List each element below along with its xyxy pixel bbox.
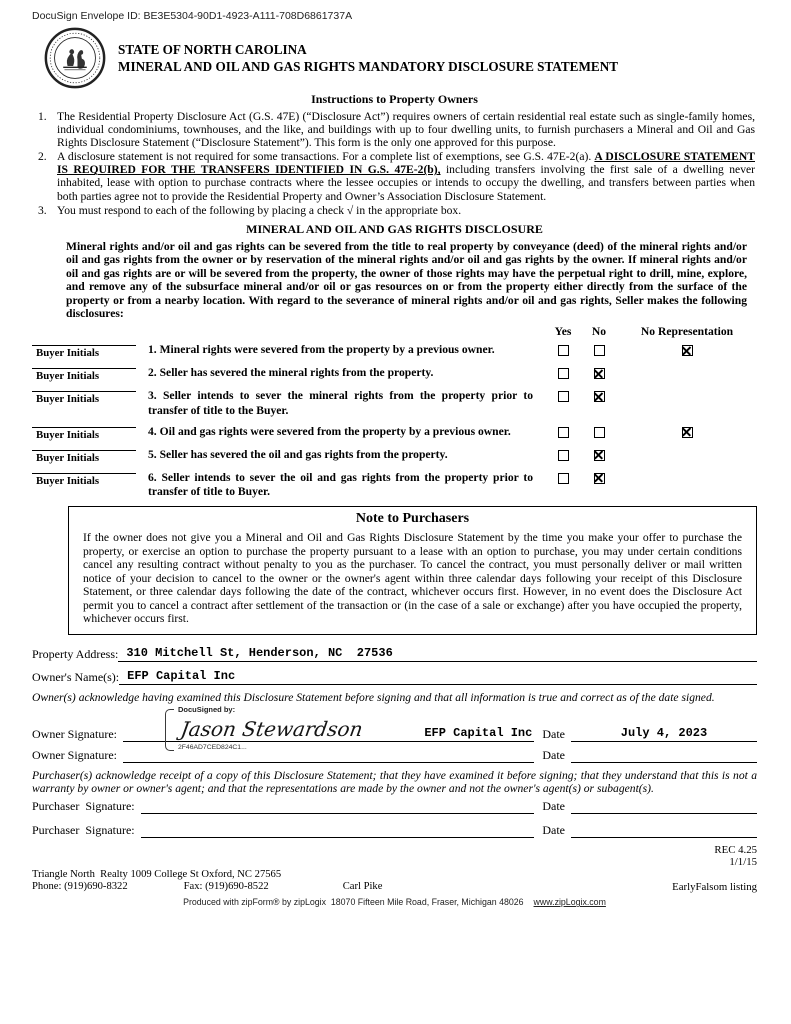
brokerage-agent: Carl Pike	[342, 881, 383, 893]
note-to-purchasers-box	[68, 506, 757, 635]
owner-signature-date-field[interactable]	[571, 725, 757, 742]
docusign-signature-id: 2F46AD7CED824C1...	[177, 743, 247, 751]
owner-names-label: Owner's Name(s):	[32, 669, 120, 684]
produced-with-line	[32, 897, 757, 907]
buyer-initials-label: Buyer Initials	[36, 451, 100, 464]
owner-signature-value: Jason Stewardson	[179, 716, 365, 741]
purchaser-acknowledgment: Purchaser(s) acknowledge receipt of a copy of this Disclosure Statement; that they have examined it before signing; that they understand that this is not a warranty by owner or owner's agent; and that the representations are made by the owner and not the owner's agent(s) or subagent(s).	[32, 768, 757, 796]
checkbox-no[interactable]	[594, 473, 605, 484]
masthead	[44, 27, 757, 89]
buyer-initials-line[interactable]	[32, 473, 136, 474]
instruction-number: 1.	[38, 110, 47, 123]
form-title	[118, 41, 618, 75]
owner-signature-company: EFP Capital Inc	[424, 725, 533, 740]
checkbox-yes[interactable]	[558, 391, 569, 402]
checkbox-no-cell	[581, 343, 617, 356]
owner-acknowledgment: Owner(s) acknowledge having examined this Disclosure Statement before signing and that all information is true and correct as of the date signed.	[32, 690, 715, 704]
owner-signature-row-1	[32, 704, 757, 751]
checkbox-yes-cell	[545, 471, 581, 484]
purchaser-signature-row-1	[32, 799, 757, 814]
disclosure-row-2	[32, 366, 757, 382]
note-title: Note to Purchasers	[355, 510, 470, 526]
form-title-line2: MINERAL AND OIL AND GAS RIGHTS MANDATORY DISCLOSURE STATEMENT	[118, 59, 619, 74]
disclosure-intro: Mineral rights and/or oil and gas rights can be severed from the title to real property by conveyance (deed) of the mineral rights and/or oil and gas rights from the owner or by reservation of the mineral rights and/or oil and gas rights by the owner. If mineral rights and/or oil and gas rights are or will be severed from the property, the owner of those rights may have the perpetual right to drill, mine, explore, and remove any of the subsurface mineral and/or oil or gas resources on or from the property either directly from the surface of the property or from a nearby location. With regard to the severance of mineral rights and/or oil and gas rights, Seller makes the following disclosures:	[66, 239, 747, 320]
buyer-initials-label: Buyer Initials	[36, 474, 100, 487]
checkbox-yes-cell	[545, 366, 581, 379]
buyer-initials-label: Buyer Initials	[36, 370, 100, 383]
buyer-initials-line[interactable]	[32, 391, 136, 392]
checkbox-no[interactable]	[594, 391, 605, 402]
checkbox-yes[interactable]	[558, 427, 569, 438]
ziplogix-link[interactable]: www.zipLogix.com	[533, 897, 606, 908]
disclosure-item-text: 2. Seller has severed the mineral rights from the property.	[148, 366, 434, 380]
disclosure-item-text: 6. Seller intends to sever the oil and gas rights from the property prior to transfer of title to Buyer.	[148, 470, 533, 498]
checkbox-no-representation[interactable]	[682, 427, 693, 438]
note-body: If the owner does not give you a Mineral and Oil and Gas Rights Disclosure Statement by the time you make your offer to purchase the property, or exercise an option to purchase the property pursuant to a lease with an option to purchase, you may under certain conditions cancel any resulting contract without penalty to you as the purchaser. To cancel the contract, you must personally deliver or mail written notice of your decision to cancel to the owner or the owner's agent within three calendar days following your receipt of this Disclosure Statement, or three calendar days following the date of the contract, whichever occurs first. However, in no event does the Disclosure Act permit you to cancel a contract after settlement of the transaction or (in the case of a sale or exchange) after you have occupied the property, whichever occurs first.	[83, 530, 742, 626]
buyer-initials-field[interactable]	[32, 345, 148, 359]
checkbox-no-cell	[581, 366, 617, 379]
buyer-initials-field[interactable]	[32, 368, 148, 382]
buyer-initials-field[interactable]	[32, 450, 148, 464]
checkbox-norep-cell	[617, 448, 757, 461]
date-label: Date	[542, 798, 565, 813]
disclosure-row-3	[32, 389, 757, 417]
buyer-initials-label: Buyer Initials	[36, 393, 100, 406]
property-address-label: Property Address:	[32, 646, 119, 661]
checkbox-yes[interactable]	[558, 473, 569, 484]
purchaser-signature-row-2	[32, 823, 757, 838]
instruction-text	[57, 150, 755, 202]
checkbox-norep-cell	[617, 343, 757, 356]
instruction-item	[38, 150, 755, 202]
checkbox-no-cell	[581, 425, 617, 438]
docusign-bracket-icon	[165, 709, 174, 751]
disclosure-row-1	[32, 343, 757, 359]
purchaser-signature-field-1[interactable]	[141, 799, 535, 814]
property-address-value: 310 Mitchell St, Henderson, NC 27536	[126, 645, 393, 660]
disclosure-row-5	[32, 448, 757, 464]
date-label: Date	[542, 747, 565, 762]
form-revision-date: 1/1/15	[729, 856, 757, 869]
owner-signature-row-2	[32, 748, 757, 763]
nc-state-seal-icon	[44, 27, 106, 89]
instruction-text: The Residential Property Disclosure Act (G.S. 47E) (“Disclosure Act”) requires owners of certain residential real estate such as single-family homes, individual condominiums, townhouses, and the like, and buildings with up to four dwelling units, to furnish purchasers a Mineral and Oil and Gas Rights Disclosure Statement (“Disclosure Statement”). This form is the only one approved for this purpose.	[57, 110, 755, 150]
disclosure-item-text: 5. Seller has severed the oil and gas rights from the property.	[148, 447, 448, 461]
docusigned-by-label: DocuSigned by:	[177, 704, 236, 714]
checkbox-norep-cell	[617, 366, 757, 379]
instruction-text-post: including transfers involving the first sale of a dwelling never inhabited, lease with option to purchase contracts where the lessee occupies or intends to occupy the dwelling, and transfers between parties when both parties agree not to provide the Residential Property and Owner’s Association Disclosure Statement.	[57, 163, 756, 203]
owner-signature-field[interactable]	[123, 704, 534, 751]
buyer-initials-field[interactable]	[32, 427, 148, 441]
owner-signature-label: Owner Signature:	[32, 726, 117, 741]
buyer-initials-line[interactable]	[32, 368, 136, 369]
disclosure-item-text: 3. Seller intends to sever the mineral rights from the property prior to transfer of title to the Buyer.	[148, 389, 533, 417]
instruction-item	[38, 204, 755, 217]
instruction-number: 3.	[38, 203, 47, 217]
instruction-item	[38, 110, 755, 149]
brokerage-contact	[32, 881, 382, 894]
purchaser-signature-label: Purchaser Signature:	[32, 798, 135, 813]
checkbox-yes-cell	[545, 448, 581, 461]
purchaser-signature-field-2[interactable]	[141, 823, 535, 838]
column-header-no: No	[591, 325, 607, 339]
instruction-text: You must respond to each of the following by placing a check √ in the appropriate box.	[57, 203, 462, 217]
form-title-line1: STATE OF NORTH CAROLINA	[118, 41, 307, 57]
buyer-initials-field[interactable]	[32, 473, 148, 487]
checkbox-yes[interactable]	[558, 368, 569, 379]
checkbox-no[interactable]	[594, 345, 605, 356]
disclosure-row-6	[32, 471, 757, 499]
brokerage-fax: Fax: (919)690-8522	[183, 881, 269, 893]
checkbox-no-cell	[581, 389, 617, 402]
owner-signature-date-value: July 4, 2023	[620, 725, 708, 740]
checkbox-yes[interactable]	[558, 345, 569, 356]
listing-name: EarlyFalsom listing	[672, 881, 757, 894]
checkbox-no[interactable]	[594, 427, 605, 438]
checkbox-norep-cell	[617, 425, 757, 438]
date-label: Date	[542, 726, 565, 741]
checkbox-yes[interactable]	[558, 450, 569, 461]
owner-names-field[interactable]	[119, 668, 757, 685]
checkbox-norep-cell	[617, 389, 757, 402]
disclosure-item-text: 4. Oil and gas rights were severed from the property by a previous owner.	[148, 424, 511, 438]
checkbox-yes-cell	[545, 425, 581, 438]
purchaser-signature-date-field-1[interactable]	[571, 799, 757, 814]
column-header-yes: Yes	[554, 325, 572, 339]
checkbox-no[interactable]	[594, 368, 605, 379]
instruction-text-pre: A disclosure statement is not required for some transactions. For a complete list of exemptions, see G.S. 47E-2(a).	[57, 150, 595, 164]
produced-with-text: Produced with zipForm® by zipLogix 18070 Fifteen Mile Road, Fraser, Michigan 48026	[183, 897, 524, 908]
brokerage-phone: Phone: (919)690-8322	[32, 881, 128, 893]
form-revision-block	[32, 844, 757, 869]
buyer-initials-line[interactable]	[32, 427, 136, 428]
page-footer	[32, 844, 757, 907]
disclosure-item-text: 1. Mineral rights were severed from the property by a previous owner.	[148, 343, 495, 357]
checkbox-no-cell	[581, 448, 617, 461]
owner-signature-label: Owner Signature:	[32, 747, 117, 762]
buyer-initials-line[interactable]	[32, 450, 136, 451]
date-label: Date	[542, 822, 565, 837]
answer-column-headers	[32, 325, 757, 338]
docusign-envelope-id: DocuSign Envelope ID: BE3E5304-90D1-4923-A111-708D6861737A	[32, 10, 353, 22]
brokerage-office: Triangle North Realty 1009 College St Oxford, NC 27565	[32, 868, 282, 880]
checkbox-yes-cell	[545, 343, 581, 356]
instructions-heading: Instructions to Property Owners	[311, 92, 478, 106]
form-code: REC 4.25	[714, 843, 757, 856]
purchaser-signature-date-field-2[interactable]	[571, 823, 757, 838]
buyer-initials-field[interactable]	[32, 391, 148, 405]
owner-names-value: EFP Capital Inc	[127, 668, 236, 683]
column-header-no-representation: No Representation	[640, 325, 734, 339]
instructions-list	[38, 110, 755, 217]
owner-names-row	[32, 668, 757, 685]
buyer-initials-line[interactable]	[32, 345, 136, 346]
checkbox-norep-cell	[617, 471, 757, 484]
purchaser-signature-label: Purchaser Signature:	[32, 822, 135, 837]
brokerage-info	[32, 869, 382, 894]
buyer-initials-label: Buyer Initials	[36, 428, 100, 441]
instruction-number: 2.	[38, 150, 47, 164]
checkbox-no-representation[interactable]	[682, 345, 693, 356]
property-address-field[interactable]	[118, 645, 757, 662]
buyer-initials-label: Buyer Initials	[36, 347, 100, 360]
checkbox-no-cell	[581, 471, 617, 484]
checkbox-yes-cell	[545, 389, 581, 402]
disclosure-heading: MINERAL AND OIL AND GAS RIGHTS DISCLOSURE	[246, 221, 543, 236]
owner-signature-date-field-2[interactable]	[571, 748, 757, 763]
property-address-row	[32, 645, 757, 662]
checkbox-no[interactable]	[594, 450, 605, 461]
instruction-text-emphasis: A DISCLOSURE STATEMENT IS REQUIRED FOR THE TRANSFERS IDENTIFIED IN G.S. 47E-2(b),	[57, 150, 755, 177]
disclosure-row-4	[32, 425, 757, 441]
